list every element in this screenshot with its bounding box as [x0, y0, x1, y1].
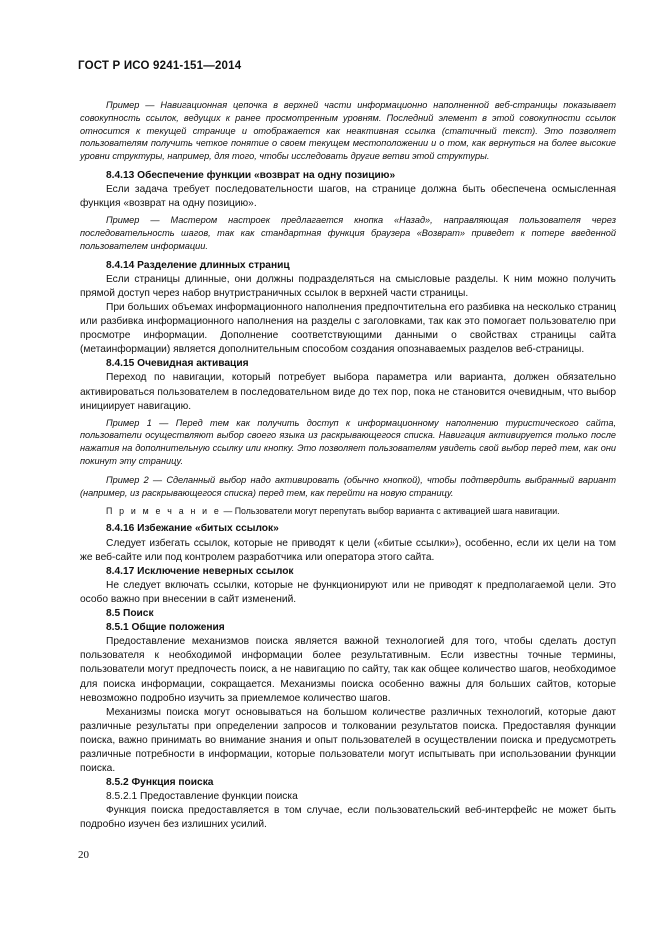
page-number: 20	[78, 849, 89, 861]
document-body	[80, 96, 616, 833]
section-heading: 8.4.14 Разделение длинных страниц	[106, 259, 290, 271]
section-heading: 8.4.15 Очевидная активация	[106, 358, 249, 370]
body-paragraph: Функция поиска предоставляется в том случае, если пользовательский веб-интерфейс не может быть подробно изучен без излишних усилий.	[80, 805, 616, 831]
body-paragraph: При больших объемах информационного наполнения предпочтительна его разбивка на несколько страниц или разбивка информационного наполнения на разделы с заголовками, так как это помогает пользователю при просмотре информации. Дополнение соответствующими данными о свойствах страницы сайта (метаинформации) является дополнительным способом создания опознаваемых разделов веб-страницы.	[80, 301, 616, 356]
section-heading: 8.4.17 Исключение неверных ссылок	[106, 565, 294, 577]
body-paragraph: Следует избегать ссылок, которые не приводят к цели («битые ссылки»), особенно, если их цели на том же веб-сайте или под контролем разработчика или оператора этого сайта.	[80, 537, 616, 563]
example-paragraph: Пример 2 — Сделанный выбор надо активировать (обычно кнопкой), чтобы подтвердить выбранный вариант (например, из раскрывающегося списка) перед тем, как перейти на новую страницу.	[80, 474, 616, 498]
example-paragraph: Пример — Мастером настроек предлагается кнопка «Назад», направляющая пользователя через последовательность шагов, так как стандартная функция браузера «Возврат» приведет к потере введенной пользователем информации.	[80, 215, 616, 251]
body-paragraph: Если задача требует последовательности шагов, на странице должна быть обеспечена осмысленная функция «возврат на одну позицию».	[80, 184, 616, 210]
subsection-heading: 8.5.2.1 Предоставление функции поиска	[106, 791, 298, 803]
body-paragraph: Не следует включать ссылки, которые не функционируют или не приводят к предполагаемой цели. Это особо важно при внесении в сайт изменений.	[80, 579, 616, 605]
note-paragraph: П р и м е ч а н и е — Пользователи могут перепутать выбор варианта с активацией шага навигации.	[106, 506, 560, 517]
section-heading: 8.4.13 Обеспечение функции «возврат на одну позицию»	[106, 169, 396, 181]
section-heading: 8.4.16 Избежание «битых ссылок»	[106, 523, 279, 535]
page-header: ГОСТ Р ИСО 9241-151—2014	[78, 60, 242, 72]
body-paragraph: Если страницы длинные, они должны подразделяться на смысловые разделы. К ним можно получить прямой доступ через набор внутристраничных ссылок в верхней части страницы.	[80, 273, 616, 299]
example-paragraph: Пример — Навигационная цепочка в верхней части информационно наполненной веб-страницы показывает совокупность ссылок, ведущих к ранее просмотренным уровням. Последний элемент в этой совокупности ссылок относится к текущей странице и отображается как неактивная ссылка (статичный текст). Это позволяет пользователям получить четкое понятие о своем текущем местоположении и о том, как вернуться на более высокие уровни структуры, например, для того, чтобы исследовать другие ветви этой структуры.	[80, 100, 616, 162]
body-paragraph: Переход по навигации, который потребует выбора параметра или варианта, должен обязательно активироваться пользователем в последовательном виде до тех пор, пока не становится очевидным, что выбор инициирует навигацию.	[80, 372, 616, 412]
section-heading: 8.5.1 Общие положения	[106, 622, 225, 634]
section-heading: 8.5.2 Функция поиска	[106, 777, 214, 789]
body-paragraph: Предоставление механизмов поиска является важной технологией для того, чтобы сделать доступ пользователя к необходимой информации более результативным. Если известны точные термины, пользователи могут предпочесть поиск, а не навигацию по сайту, так как общее количество шагов, необходимое для поиска информации, сокращается. Механизмы поиска особенно важны для больших сайтов, которые невозможно подробно изучить за приемлемое количество шагов.	[80, 636, 616, 704]
body-paragraph: Механизмы поиска могут основываться на большом количестве различных технологий, которые дают различные результаты при определении запросов и толковании результатов поиска. Предоставляя функции поиска, важно принимать во внимание знания и опыт пользователей в осуществлении поиска и предусмотреть различные потребности в информации, которые пользователи могут испытывать при использовании функции поиска.	[80, 706, 616, 775]
example-paragraph: Пример 1 — Перед тем как получить доступ к информационному наполнению туристического сайта, пользователи осуществляют выбор своего языка из раскрывающегося списка. Навигация активируется только после нажатия на дополнительную ссылку или кнопку. Это позволяет пользователям увидеть свой выбор перед тем, как они покинут эту страницу.	[80, 417, 616, 467]
section-heading: 8.5 Поиск	[106, 608, 154, 620]
